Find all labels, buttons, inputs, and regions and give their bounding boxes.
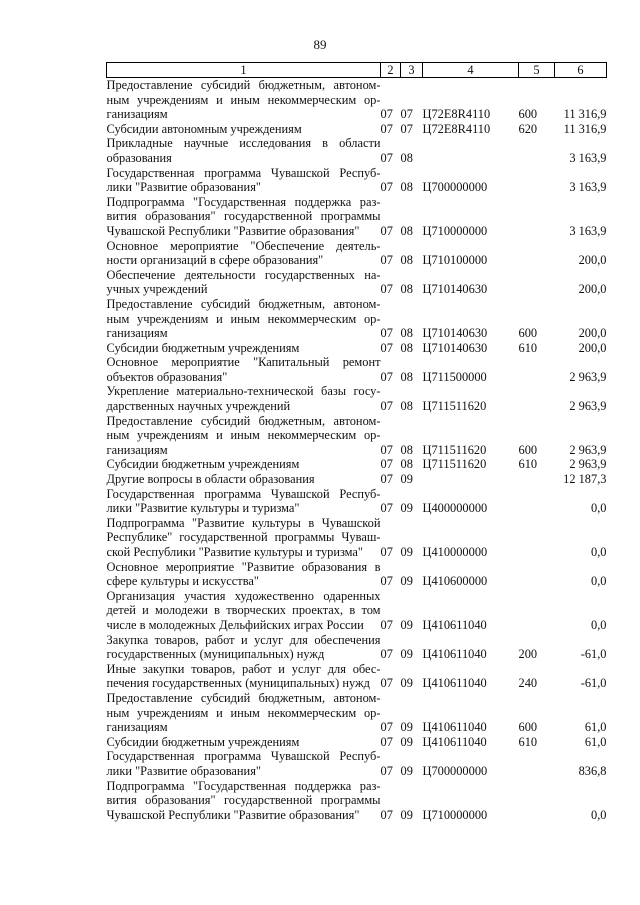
row-section: 07 bbox=[380, 369, 393, 384]
row-amount: 0,0 bbox=[591, 545, 607, 559]
header-col-2: 2 bbox=[381, 63, 401, 78]
row-description bbox=[107, 472, 381, 487]
description-line: печения государственных (муниципальных) нужд bbox=[106, 676, 370, 691]
row-expense-type: 610 bbox=[518, 734, 538, 749]
row-description bbox=[107, 589, 381, 633]
row-section: 07 bbox=[380, 282, 393, 297]
row-description bbox=[107, 195, 381, 239]
description-line: числе в молодежных Дельфийских играх России bbox=[106, 617, 364, 632]
description-line: Государственная программа Чувашской Респуб- bbox=[106, 749, 381, 764]
row-target-article: Ц700000000 bbox=[422, 180, 488, 195]
row-subsection: 09 bbox=[400, 472, 413, 487]
description-line: ным учреждениям и иным некоммерческим ор- bbox=[106, 428, 381, 443]
row-expense-type bbox=[519, 749, 555, 778]
row-description bbox=[107, 78, 381, 122]
description-line: Государственная программа Чувашской Респуб- bbox=[106, 486, 381, 501]
description-line: лики "Развитие образования" bbox=[106, 763, 261, 778]
description-line: Прикладные научные исследования в области bbox=[106, 136, 381, 151]
row-subsection: 08 bbox=[400, 150, 413, 165]
row-description bbox=[107, 355, 381, 384]
row-subsection: 08 bbox=[400, 369, 413, 384]
description-line: ской Республики "Развитие культуры и туризма" bbox=[106, 545, 363, 559]
description-line: Основное мероприятие "Развитие образования в bbox=[106, 559, 381, 574]
description-line: Предоставление субсидий бюджетным, автоном- bbox=[106, 413, 381, 428]
row-description bbox=[107, 691, 381, 735]
row-section: 07 bbox=[380, 121, 393, 136]
row-section: 07 bbox=[380, 647, 393, 662]
row-target-article: Ц710000000 bbox=[422, 223, 488, 238]
row-target-article: Ц710100000 bbox=[422, 253, 488, 268]
description-line: вития образования" государственной программы bbox=[106, 209, 381, 224]
row-description bbox=[107, 239, 381, 268]
row-subsection: 09 bbox=[400, 574, 413, 589]
row-amount: 200,0 bbox=[578, 340, 607, 355]
row-description bbox=[107, 414, 381, 458]
row-description bbox=[107, 384, 381, 413]
row-expense-type: 610 bbox=[518, 457, 538, 472]
description-line: Иные закупки товаров, работ и услуг для обес- bbox=[106, 661, 381, 676]
row-expense-type: 610 bbox=[518, 340, 538, 355]
row-target-article: Ц72Е8R4110 bbox=[422, 121, 491, 136]
row-amount: 11 316,9 bbox=[563, 121, 607, 136]
row-target-article bbox=[423, 472, 519, 487]
description-line: ганизациям bbox=[106, 720, 168, 735]
row-expense-type bbox=[519, 166, 555, 195]
row-amount: 12 187,3 bbox=[563, 472, 607, 487]
row-subsection: 09 bbox=[400, 617, 413, 632]
row-target-article: Ц710140630 bbox=[422, 326, 488, 341]
description-line: вития образования" государственной программы bbox=[106, 793, 381, 808]
description-line: Основное мероприятие "Капитальный ремонт bbox=[106, 355, 381, 370]
table-row bbox=[107, 384, 607, 413]
description-line: Подпрограмма "Государственная поддержка раз- bbox=[106, 778, 381, 793]
row-section: 07 bbox=[380, 763, 393, 778]
row-amount: 2 963,9 bbox=[569, 457, 607, 472]
row-expense-type: 620 bbox=[518, 121, 538, 136]
row-expense-type bbox=[519, 195, 555, 239]
table-row bbox=[107, 122, 607, 137]
row-target-article: Ц710140630 bbox=[422, 340, 488, 355]
row-expense-type bbox=[519, 560, 555, 589]
row-description bbox=[107, 122, 381, 137]
row-target-article: Ц710140630 bbox=[422, 282, 488, 297]
row-target-article: Ц710000000 bbox=[422, 807, 488, 822]
row-expense-type bbox=[519, 472, 555, 487]
table-row bbox=[107, 268, 607, 297]
table-row bbox=[107, 472, 607, 487]
row-expense-type: 600 bbox=[518, 720, 538, 735]
row-expense-type: 600 bbox=[518, 326, 538, 341]
row-expense-type: 200 bbox=[518, 647, 538, 662]
description-line: государственных (муниципальных) нужд bbox=[106, 647, 325, 662]
row-amount: 11 316,9 bbox=[563, 107, 607, 122]
row-subsection: 08 bbox=[400, 457, 413, 472]
row-section: 07 bbox=[380, 617, 393, 632]
description-line: Республике" государственной программы Чуваш- bbox=[106, 530, 381, 545]
row-target-article: Ц410600000 bbox=[422, 574, 488, 589]
row-section: 07 bbox=[380, 807, 393, 822]
header-col-5: 5 bbox=[519, 63, 555, 78]
row-section: 07 bbox=[380, 107, 393, 122]
table-row bbox=[107, 414, 607, 458]
description-line: Подпрограмма "Государственная поддержка раз- bbox=[106, 194, 381, 209]
row-section: 07 bbox=[380, 501, 393, 516]
table-row bbox=[107, 355, 607, 384]
row-expense-type: 240 bbox=[518, 676, 538, 691]
page-number: 89 bbox=[313, 37, 327, 52]
row-amount: 2 963,9 bbox=[569, 369, 607, 384]
description-line: лики "Развитие культуры и туризма" bbox=[106, 501, 300, 516]
row-section: 07 bbox=[380, 326, 393, 341]
table-row bbox=[107, 297, 607, 341]
description-line: детей и молодежи в творческих проектах, в том bbox=[106, 603, 381, 618]
table-row bbox=[107, 749, 607, 778]
row-subsection: 09 bbox=[400, 501, 413, 516]
description-line: Государственная программа Чувашской Респуб- bbox=[106, 165, 381, 180]
row-subsection: 09 bbox=[400, 676, 413, 691]
description-line: ным учреждениям и иным некоммерческим ор- bbox=[106, 311, 381, 326]
row-amount: 3 163,9 bbox=[569, 223, 607, 238]
row-amount: 0,0 bbox=[591, 574, 607, 589]
description-line: учных учреждений bbox=[106, 282, 208, 297]
row-amount: -61,0 bbox=[580, 676, 607, 691]
row-section: 07 bbox=[380, 472, 393, 487]
row-description bbox=[107, 749, 381, 778]
row-subsection: 09 bbox=[400, 720, 413, 735]
row-section: 07 bbox=[380, 442, 393, 457]
row-target-article: Ц410000000 bbox=[422, 545, 488, 559]
description-line: ным учреждениям и иным некоммерческим ор- bbox=[106, 92, 381, 107]
row-description bbox=[107, 341, 381, 356]
row-amount: 61,0 bbox=[584, 734, 607, 749]
row-description bbox=[107, 779, 381, 823]
row-section: 07 bbox=[380, 223, 393, 238]
row-subsection: 07 bbox=[400, 121, 413, 136]
table-row bbox=[107, 457, 607, 472]
row-target-article: Ц400000000 bbox=[422, 501, 488, 516]
table-row bbox=[107, 195, 607, 239]
row-target-article: Ц410611040 bbox=[422, 617, 487, 632]
row-target-article: Ц410611040 bbox=[422, 720, 487, 735]
row-section: 07 bbox=[380, 457, 393, 472]
row-target-article: Ц72Е8R4110 bbox=[422, 107, 491, 122]
description-line: лики "Развитие образования" bbox=[106, 180, 261, 195]
description-line: Другие вопросы в области образования bbox=[106, 472, 315, 487]
row-target-article: Ц700000000 bbox=[422, 763, 488, 778]
description-line: Подпрограмма "Развитие культуры в Чувашской bbox=[106, 515, 381, 530]
row-subsection: 09 bbox=[400, 545, 413, 559]
table-row bbox=[107, 78, 607, 122]
row-subsection: 08 bbox=[400, 223, 413, 238]
row-expense-type bbox=[519, 268, 555, 297]
row-expense-type bbox=[519, 516, 555, 560]
description-line: сфере культуры и искусства" bbox=[106, 574, 259, 589]
row-amount: 200,0 bbox=[578, 253, 607, 268]
row-expense-type: 600 bbox=[518, 442, 538, 457]
table-row bbox=[107, 735, 607, 750]
row-section: 07 bbox=[380, 150, 393, 165]
row-description bbox=[107, 735, 381, 750]
row-subsection: 07 bbox=[400, 107, 413, 122]
table-row bbox=[107, 560, 607, 589]
description-line: Предоставление субсидий бюджетным, автоном- bbox=[106, 690, 381, 705]
row-target-article: Ц711500000 bbox=[422, 369, 487, 384]
row-amount: 3 163,9 bbox=[569, 150, 607, 165]
row-amount: 61,0 bbox=[584, 720, 607, 735]
row-section: 07 bbox=[380, 676, 393, 691]
description-line: дарственных научных учреждений bbox=[106, 399, 291, 414]
table-row bbox=[107, 516, 607, 560]
row-description bbox=[107, 487, 381, 516]
header-col-4: 4 bbox=[423, 63, 519, 78]
row-section: 07 bbox=[380, 574, 393, 589]
row-expense-type bbox=[519, 487, 555, 516]
row-subsection: 08 bbox=[400, 399, 413, 414]
table-row bbox=[107, 341, 607, 356]
row-subsection: 09 bbox=[400, 807, 413, 822]
header-row bbox=[107, 63, 607, 78]
row-amount: -61,0 bbox=[580, 647, 607, 662]
table-row bbox=[107, 779, 607, 823]
row-description bbox=[107, 560, 381, 589]
row-subsection: 08 bbox=[400, 253, 413, 268]
row-section: 07 bbox=[380, 253, 393, 268]
table-row bbox=[107, 239, 607, 268]
row-description bbox=[107, 457, 381, 472]
row-expense-type bbox=[519, 384, 555, 413]
row-amount: 0,0 bbox=[591, 501, 607, 516]
row-section: 07 bbox=[380, 545, 393, 559]
table-row bbox=[107, 136, 607, 165]
row-subsection: 08 bbox=[400, 282, 413, 297]
description-line: Закупка товаров, работ и услуг для обеспечения bbox=[106, 632, 381, 647]
description-line: образования bbox=[106, 150, 172, 165]
row-amount: 2 963,9 bbox=[569, 399, 607, 414]
table-header bbox=[107, 63, 607, 78]
row-amount: 200,0 bbox=[578, 326, 607, 341]
description-line: Обеспечение деятельности государственных на- bbox=[106, 267, 381, 282]
header-col-6: 6 bbox=[555, 63, 607, 78]
description-line: ганизациям bbox=[106, 107, 168, 122]
row-section: 07 bbox=[380, 720, 393, 735]
row-target-article: Ц410611040 bbox=[422, 676, 487, 691]
description-line: Субсидии бюджетным учреждениям bbox=[106, 340, 300, 355]
row-target-article bbox=[423, 136, 519, 165]
description-line: ганизациям bbox=[106, 442, 168, 457]
row-subsection: 08 bbox=[400, 442, 413, 457]
budget-table bbox=[106, 62, 607, 822]
row-description bbox=[107, 662, 381, 691]
row-subsection: 08 bbox=[400, 326, 413, 341]
row-section: 07 bbox=[380, 180, 393, 195]
row-subsection: 09 bbox=[400, 647, 413, 662]
table-row bbox=[107, 633, 607, 662]
table-row bbox=[107, 487, 607, 516]
table-row bbox=[107, 589, 607, 633]
row-target-article: Ц410611040 bbox=[422, 734, 487, 749]
table-row bbox=[107, 166, 607, 195]
description-line: объектов образования" bbox=[106, 369, 228, 384]
row-expense-type bbox=[519, 136, 555, 165]
description-line: Субсидии автономным учреждениям bbox=[106, 121, 302, 136]
description-line: Субсидии бюджетным учреждениям bbox=[106, 457, 300, 472]
row-target-article: Ц410611040 bbox=[422, 647, 487, 662]
row-expense-type bbox=[519, 779, 555, 823]
row-description bbox=[107, 297, 381, 341]
row-section: 07 bbox=[380, 734, 393, 749]
row-amount: 200,0 bbox=[578, 282, 607, 297]
row-target-article: Ц711511620 bbox=[422, 399, 487, 414]
row-description bbox=[107, 166, 381, 195]
row-amount: 836,8 bbox=[578, 763, 607, 778]
row-expense-type bbox=[519, 355, 555, 384]
description-line: Организация участия художественно одаренных bbox=[106, 588, 381, 603]
row-section: 07 bbox=[380, 340, 393, 355]
row-amount: 0,0 bbox=[591, 617, 607, 632]
row-subsection: 09 bbox=[400, 734, 413, 749]
table-row bbox=[107, 662, 607, 691]
description-line: Укрепление материально-технической базы госу- bbox=[106, 384, 381, 399]
description-line: ным учреждениям и иным некоммерческим ор- bbox=[106, 705, 381, 720]
row-amount: 0,0 bbox=[591, 807, 607, 822]
description-line: ности организаций в сфере образования" bbox=[106, 253, 324, 268]
row-description bbox=[107, 268, 381, 297]
table-body bbox=[107, 78, 607, 823]
table-row bbox=[107, 691, 607, 735]
row-amount: 3 163,9 bbox=[569, 180, 607, 195]
description-line: Предоставление субсидий бюджетным, автоном- bbox=[106, 296, 381, 311]
row-target-article: Ц711511620 bbox=[422, 442, 487, 457]
row-subsection: 08 bbox=[400, 340, 413, 355]
description-line: Чувашской Республики "Развитие образования" bbox=[106, 807, 360, 822]
row-subsection: 09 bbox=[400, 763, 413, 778]
description-line: ганизациям bbox=[106, 326, 168, 341]
row-description bbox=[107, 136, 381, 165]
header-col-3: 3 bbox=[401, 63, 423, 78]
row-expense-type: 600 bbox=[518, 107, 538, 122]
description-line: Субсидии бюджетным учреждениям bbox=[106, 734, 300, 749]
row-amount: 2 963,9 bbox=[569, 442, 607, 457]
row-expense-type bbox=[519, 589, 555, 633]
row-description bbox=[107, 633, 381, 662]
header-col-1: 1 bbox=[107, 63, 381, 78]
description-line: Чувашской Республики "Развитие образования" bbox=[106, 223, 360, 238]
row-section: 07 bbox=[380, 399, 393, 414]
description-line: Предоставление субсидий бюджетным, автоном- bbox=[106, 78, 381, 92]
row-subsection: 08 bbox=[400, 180, 413, 195]
description-line: Основное мероприятие "Обеспечение деятель- bbox=[106, 238, 381, 253]
row-description bbox=[107, 516, 381, 560]
row-target-article: Ц711511620 bbox=[422, 457, 487, 472]
row-expense-type bbox=[519, 239, 555, 268]
